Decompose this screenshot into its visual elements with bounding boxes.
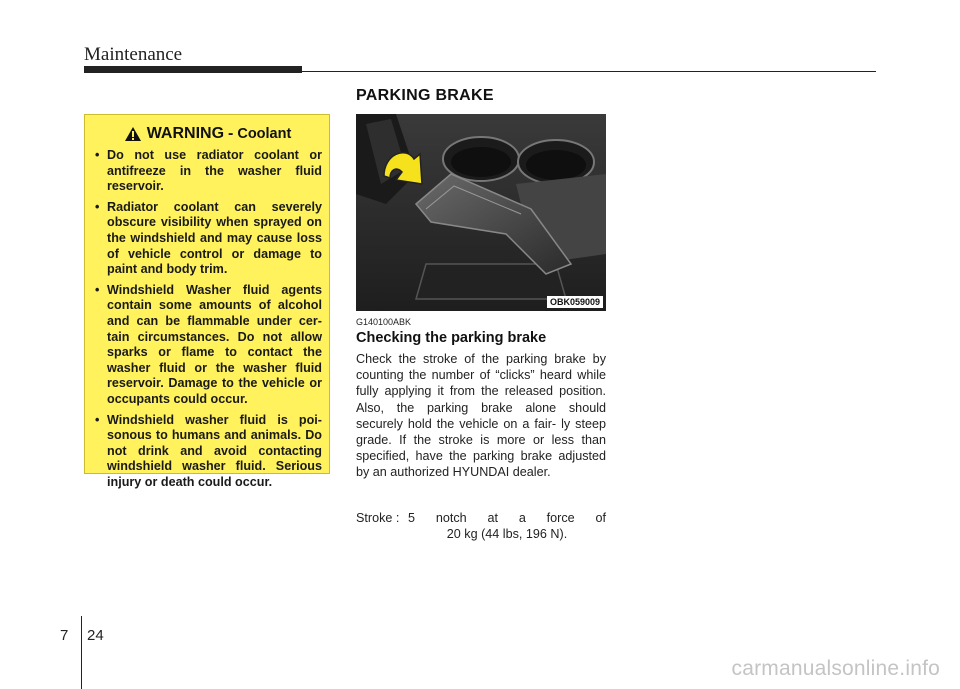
warning-item-text: Windshield Washer fluid agents contain some amounts of alcohol and can be flammable under cer- tain circumstances. Do not allow sparks or flame to contact the washer fluid or the washer fluid reservoir. Damage to the vehicle or occupants could occur. xyxy=(107,282,322,406)
spec-value-line2: 20 kg (44 lbs, 196 N). xyxy=(446,527,568,542)
bullet: • xyxy=(95,148,100,162)
warning-item xyxy=(93,148,322,195)
subsection-title: Checking the parking brake xyxy=(356,330,547,346)
warning-item xyxy=(93,283,322,408)
figure-code: OBK059009 xyxy=(547,296,603,308)
header-rule-thin xyxy=(302,71,876,72)
spec-value-line1: 5 notch at a force of xyxy=(408,511,606,525)
warning-item-text: Do not use radiator coolant or antifreeze in the washer fluid reservoir. xyxy=(107,148,322,194)
parking-brake-figure xyxy=(356,114,606,311)
parking-brake-illustration xyxy=(356,114,606,311)
stroke-spec xyxy=(356,510,606,542)
warning-dash: - xyxy=(228,125,234,142)
warning-list xyxy=(93,148,322,490)
warning-item xyxy=(93,413,322,491)
bullet: • xyxy=(95,282,100,297)
header-section-title: Maintenance xyxy=(84,44,183,65)
warning-triangle-icon xyxy=(124,126,142,142)
warning-header xyxy=(93,125,322,143)
bullet: • xyxy=(95,412,100,427)
watermark: carmanualsonline.info xyxy=(731,657,940,680)
spec-label: Stroke : xyxy=(356,511,400,525)
reference-code: G140100ABK xyxy=(356,317,412,327)
warning-item-text: Windshield washer fluid is poi- sonous to humans and animals. Do not drink and avoid contacting windshield washer fluid. Serious injury or death could occur. xyxy=(107,412,322,489)
header-rule-thick xyxy=(84,66,302,73)
warning-item xyxy=(93,200,322,278)
chapter-number: 7 xyxy=(60,627,69,644)
warning-box xyxy=(84,114,330,489)
page-number: 24 xyxy=(87,627,104,644)
warning-label: WARNING xyxy=(146,125,225,142)
section-title: PARKING BRAKE xyxy=(356,87,494,104)
warning-topic: Coolant xyxy=(237,126,292,142)
footer-divider xyxy=(81,616,82,689)
body-paragraph: Check the stroke of the parking brake by counting the number of “clicks” heard while fully applying it from the released position. Also, the parking brake alone should securely hold the vehicle on a fair- ly steep grade. If the stroke is more or less than specified, have the parking brake adjusted by an authorized HYUNDAI dealer. xyxy=(356,352,606,480)
warning-item-text: Radiator coolant can severely obscure visibility when sprayed on the windshield and may cause loss of vehicle control or damage to paint and body trim. xyxy=(107,199,322,277)
bullet: • xyxy=(95,199,100,214)
